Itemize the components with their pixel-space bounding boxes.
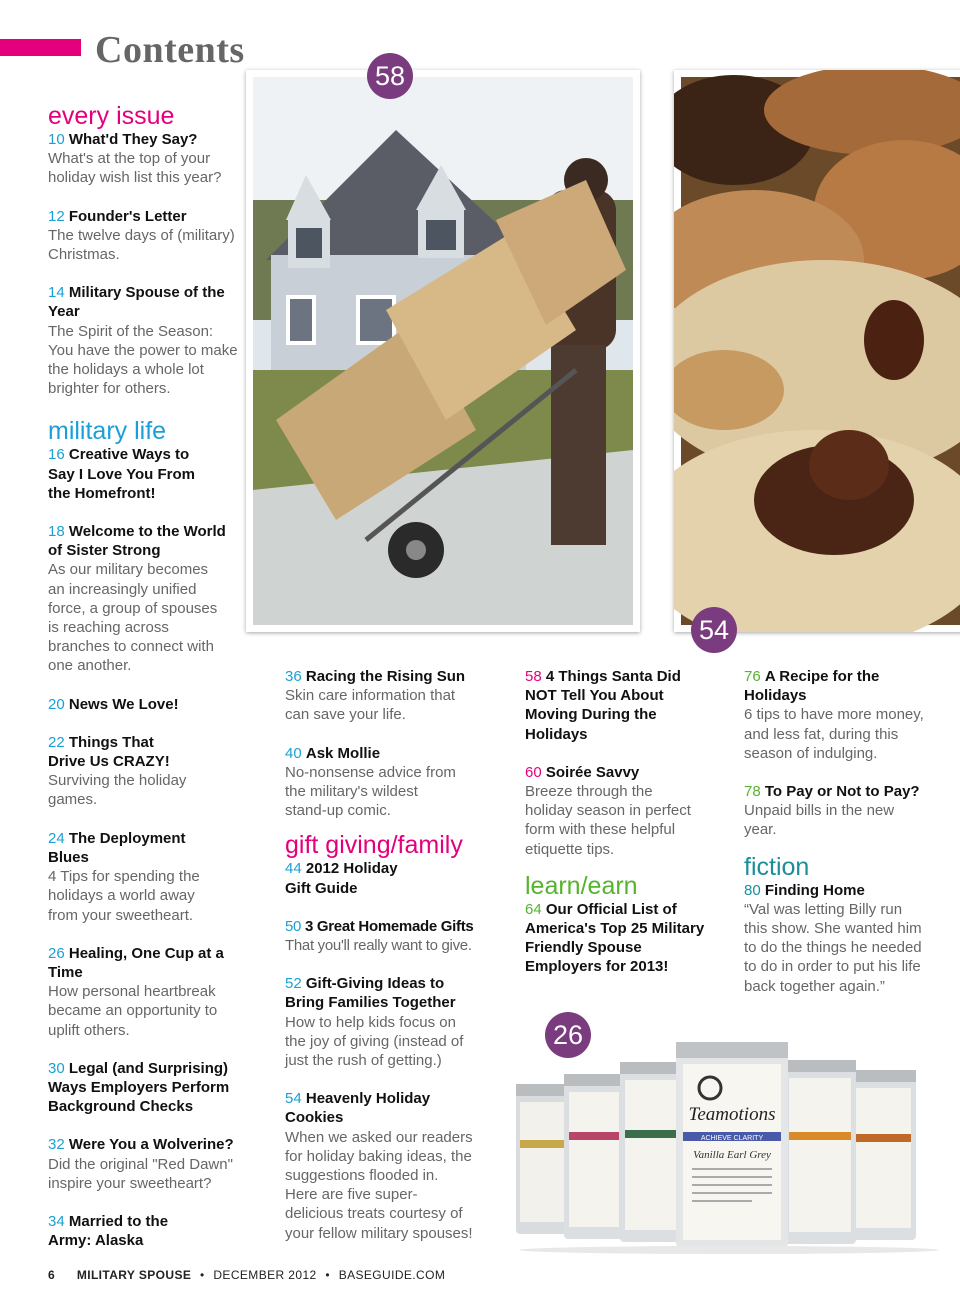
page-footer: [48, 1268, 445, 1282]
toc-entry[interactable]: 36 Racing the Rising Sun Skin care information that can save your life.: [285, 668, 466, 724]
toc-entry[interactable]: 26 Healing, One Cup at a Time How personal heartbreak became an opportunity to uplift others.: [48, 944, 224, 1039]
toc-entry[interactable]: 44 2012 Holiday Gift Guide: [285, 860, 398, 897]
toc-column-3: [525, 667, 705, 977]
page-number: 6: [48, 1268, 56, 1282]
issue-date: DECEMBER 2012: [213, 1268, 317, 1282]
svg-text:Teamotions: Teamotions: [688, 1104, 776, 1125]
toc-entry[interactable]: 20 News We Love!: [48, 695, 179, 713]
toc-entry[interactable]: 24 The Deployment Blues 4 Tips for spending the holidays a world away from your sweetheart.: [48, 829, 200, 924]
moving-photo: [246, 70, 640, 632]
toc-column-1: [48, 102, 243, 1250]
section-every-issue: every issue: [48, 102, 175, 130]
toc-entry[interactable]: 52 Gift-Giving Ideas to Bring Families Together How to help kids focus on the joy of giving (instead of just the rush of getting.): [285, 975, 464, 1070]
toc-entry[interactable]: 58 4 Things Santa Did NOT Tell You About Moving During the Holidays: [525, 668, 681, 743]
section-learn-earn: learn/earn: [525, 871, 638, 900]
section-gift-giving-family: gift giving/family: [285, 831, 463, 860]
footer-separator: •: [325, 1268, 330, 1282]
toc-entry[interactable]: 78 To Pay or Not to Pay? Unpaid bills in the new year.: [744, 783, 920, 839]
toc-entry[interactable]: 12 Founder's Letter The twelve days of (military) Christmas.: [48, 207, 235, 264]
toc-column-4: [744, 667, 934, 996]
svg-text:Vanilla Earl Grey: Vanilla Earl Grey: [693, 1149, 771, 1161]
page-badge-54: 54: [691, 607, 737, 653]
toc-entry[interactable]: 30 Legal (and Surprising) Ways Employers Perform Background Checks: [48, 1059, 230, 1116]
page-badge-26: 26: [545, 1012, 591, 1058]
toc-entry[interactable]: 32 Were You a Wolverine? Did the original "Red Dawn" inspire your sweetheart?: [48, 1136, 234, 1192]
header-accent-bar: [0, 39, 81, 56]
toc-entry[interactable]: 80 Finding Home “Val was letting Billy run this show. She wanted him to do the things he needed to do in order to put his life back together again.”: [744, 881, 922, 995]
toc-entry[interactable]: 50 3 Great Homemade Gifts That you'll really want to give.: [285, 917, 474, 955]
toc-entry[interactable]: 18 Welcome to the World of Sister Strong As our military becomes an increasingly unified force, a group of spouses is reaching across branches to connect with one another.: [48, 523, 226, 675]
toc-entry[interactable]: 22 Things That Drive Us CRAZY! Surviving the holiday games.: [48, 733, 187, 809]
website[interactable]: BASEGUIDE.COM: [338, 1268, 446, 1282]
toc-entry[interactable]: 64 Our Official List of America's Top 25 Military Friendly Spouse Employers for 2013!: [525, 900, 705, 976]
footer-separator: •: [200, 1268, 205, 1282]
toc-entry[interactable]: 10 What'd They Say? What's at the top of your holiday wish list this year?: [48, 131, 222, 187]
page-badge-58: 58: [367, 53, 413, 99]
toc-entry[interactable]: 14 Military Spouse of the Year The Spirit of the Season: You have the power to make the holidays a whole lot brighter for others.: [48, 284, 238, 398]
toc-entry[interactable]: 40 Ask Mollie No-nonsense advice from the military's wildest stand-up comic.: [285, 744, 456, 820]
toc-entry[interactable]: 76 A Recipe for the Holidays 6 tips to have more money, and less fat, during this season of indulging.: [744, 668, 924, 762]
magazine-name: MILITARY SPOUSE: [76, 1268, 192, 1282]
page-title: Contents: [95, 29, 245, 71]
svg-text:ACHIEVE CLARITY: ACHIEVE CLARITY: [700, 1135, 764, 1142]
toc-entry[interactable]: 54 Heavenly Holiday Cookies When we asked our readers for holiday baking ideas, the suggestions flooded in. Here are five super-delicious treats courtesy of your fellow military spouses!: [285, 1090, 473, 1242]
toc-entry[interactable]: 60 Soirée Savvy Breeze through the holiday season in perfect form with these helpful etiquette tips.: [525, 763, 691, 858]
toc-entry[interactable]: 16 Creative Ways to Say I Love You From the Homefront!: [48, 446, 195, 502]
tea-tin: [516, 1084, 572, 1234]
section-fiction: fiction: [744, 852, 810, 881]
cookies-photo: [674, 70, 960, 632]
tea-tins-image: [514, 1036, 944, 1254]
section-military-life: military life: [48, 417, 167, 446]
toc-column-2: [285, 667, 477, 1243]
toc-entry[interactable]: 34 Married to the Army: Alaska: [48, 1212, 169, 1250]
